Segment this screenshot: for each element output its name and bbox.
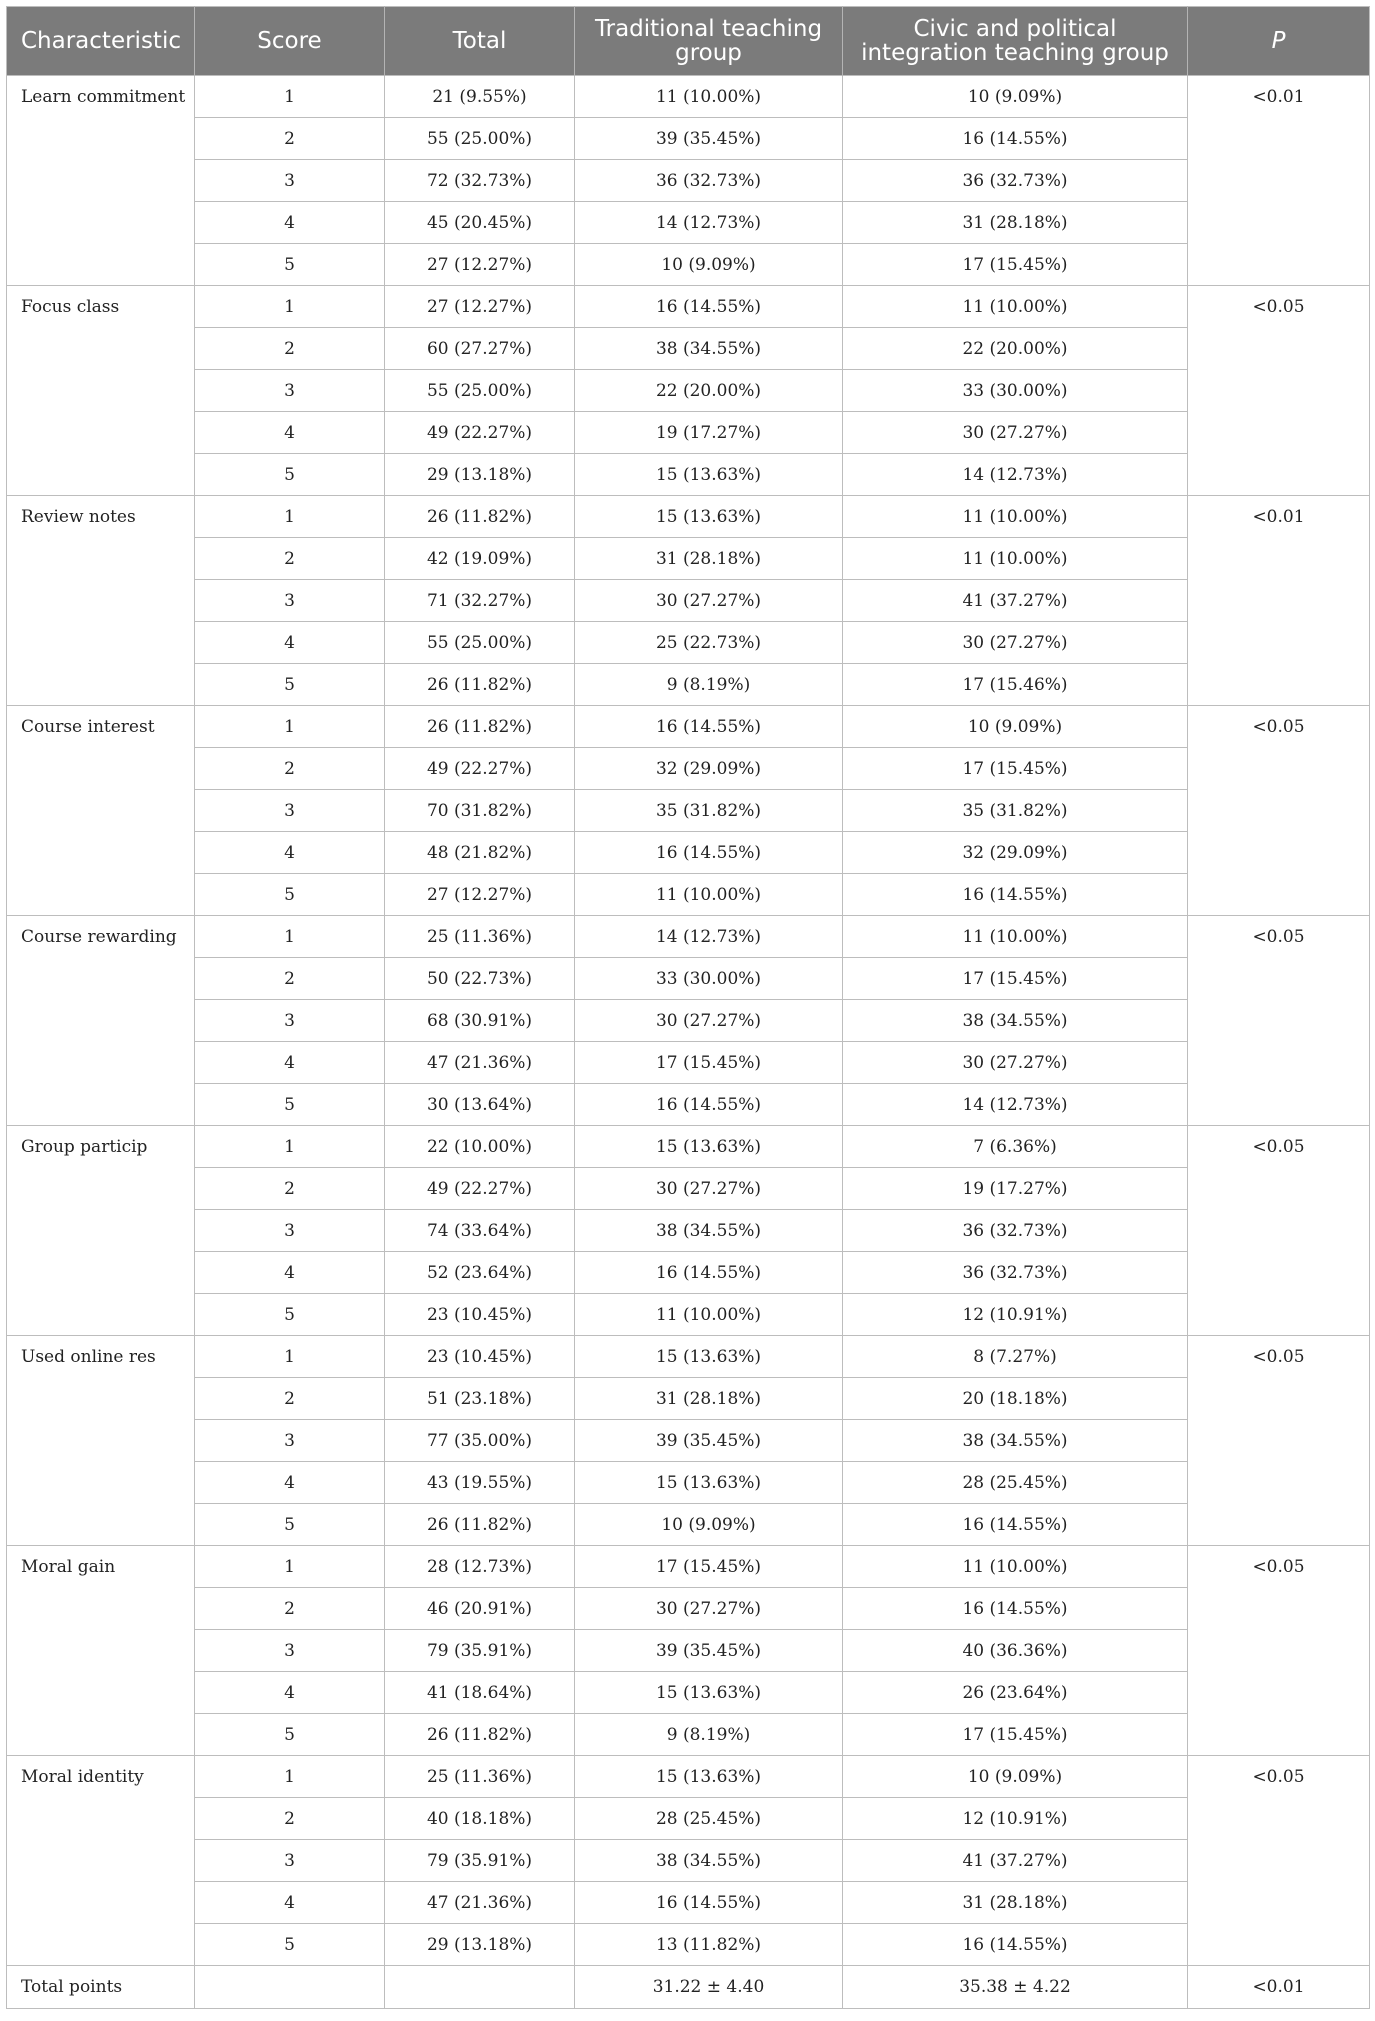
score-cell: 1 (195, 1546, 385, 1588)
total-cell: 45 (20.45%) (385, 202, 575, 244)
traditional-cell: 38 (34.55%) (575, 328, 843, 370)
table-row (7, 1084, 1370, 1126)
score-cell: 2 (195, 1588, 385, 1630)
total-points-label: Total points (7, 1966, 195, 2009)
traditional-cell: 19 (17.27%) (575, 412, 843, 454)
traditional-cell: 38 (34.55%) (575, 1210, 843, 1252)
score-cell: 1 (195, 286, 385, 328)
civic-cell: 8 (7.27%) (843, 1336, 1188, 1378)
total-cell: 29 (13.18%) (385, 1924, 575, 1966)
traditional-cell: 36 (32.73%) (575, 160, 843, 202)
characteristic-cell: Focus class (7, 286, 195, 496)
table-row (7, 1840, 1370, 1882)
score-cell: 3 (195, 1420, 385, 1462)
score-cell: 5 (195, 1294, 385, 1336)
header-characteristic: Characteristic (7, 7, 195, 76)
traditional-cell: 16 (14.55%) (575, 832, 843, 874)
civic-cell: 38 (34.55%) (843, 1420, 1188, 1462)
header-civic-group: Civic and political integration teaching group (843, 7, 1188, 76)
characteristic-cell: Course rewarding (7, 916, 195, 1126)
score-cell: 1 (195, 1336, 385, 1378)
traditional-cell: 15 (13.63%) (575, 496, 843, 538)
traditional-cell: 39 (35.45%) (575, 1630, 843, 1672)
header-score: Score (195, 7, 385, 76)
traditional-cell: 31 (28.18%) (575, 1378, 843, 1420)
total-cell: 26 (11.82%) (385, 1504, 575, 1546)
total-cell: 26 (11.82%) (385, 664, 575, 706)
results-table-container (6, 6, 1369, 2009)
traditional-cell: 11 (10.00%) (575, 76, 843, 118)
total-cell: 49 (22.27%) (385, 1168, 575, 1210)
table-row (7, 790, 1370, 832)
total-cell: 41 (18.64%) (385, 1672, 575, 1714)
civic-cell: 11 (10.00%) (843, 496, 1188, 538)
score-cell: 4 (195, 1252, 385, 1294)
civic-cell: 10 (9.09%) (843, 706, 1188, 748)
traditional-cell: 17 (15.45%) (575, 1546, 843, 1588)
score-cell: 5 (195, 1504, 385, 1546)
total-cell: 51 (23.18%) (385, 1378, 575, 1420)
table-row (7, 496, 1370, 538)
p-value-cell: <0.05 (1188, 1546, 1370, 1756)
civic-cell: 33 (30.00%) (843, 370, 1188, 412)
score-cell: 4 (195, 1672, 385, 1714)
total-cell: 79 (35.91%) (385, 1630, 575, 1672)
table-row (7, 1420, 1370, 1462)
traditional-cell: 22 (20.00%) (575, 370, 843, 412)
civic-cell: 20 (18.18%) (843, 1378, 1188, 1420)
characteristic-cell: Used online res (7, 1336, 195, 1546)
civic-cell: 7 (6.36%) (843, 1126, 1188, 1168)
total-points-traditional: 31.22 ± 4.40 (575, 1966, 843, 2009)
table-row (7, 118, 1370, 160)
traditional-cell: 16 (14.55%) (575, 286, 843, 328)
traditional-cell: 14 (12.73%) (575, 916, 843, 958)
table-row (7, 622, 1370, 664)
total-cell: 40 (18.18%) (385, 1798, 575, 1840)
table-row (7, 1462, 1370, 1504)
traditional-cell: 16 (14.55%) (575, 706, 843, 748)
score-cell: 2 (195, 1798, 385, 1840)
total-cell: 74 (33.64%) (385, 1210, 575, 1252)
score-cell: 4 (195, 202, 385, 244)
civic-cell: 19 (17.27%) (843, 1168, 1188, 1210)
table-row (7, 370, 1370, 412)
header-row (7, 7, 1370, 76)
civic-cell: 14 (12.73%) (843, 1084, 1188, 1126)
total-points-score (195, 1966, 385, 2009)
total-cell: 49 (22.27%) (385, 748, 575, 790)
characteristic-cell: Moral identity (7, 1756, 195, 1966)
total-cell: 50 (22.73%) (385, 958, 575, 1000)
header-traditional-group: Traditional teaching group (575, 7, 843, 76)
score-cell: 4 (195, 1462, 385, 1504)
civic-cell: 35 (31.82%) (843, 790, 1188, 832)
score-cell: 5 (195, 1714, 385, 1756)
civic-cell: 16 (14.55%) (843, 1924, 1188, 1966)
total-cell: 79 (35.91%) (385, 1840, 575, 1882)
characteristic-cell: Course interest (7, 706, 195, 916)
civic-cell: 10 (9.09%) (843, 1756, 1188, 1798)
civic-cell: 10 (9.09%) (843, 76, 1188, 118)
traditional-cell: 15 (13.63%) (575, 454, 843, 496)
table-row (7, 1630, 1370, 1672)
score-cell: 4 (195, 412, 385, 454)
traditional-cell: 11 (10.00%) (575, 1294, 843, 1336)
traditional-cell: 25 (22.73%) (575, 622, 843, 664)
score-cell: 5 (195, 454, 385, 496)
civic-cell: 16 (14.55%) (843, 874, 1188, 916)
table-row (7, 1798, 1370, 1840)
total-cell: 25 (11.36%) (385, 1756, 575, 1798)
civic-cell: 22 (20.00%) (843, 328, 1188, 370)
civic-cell: 17 (15.45%) (843, 748, 1188, 790)
p-value-cell: <0.05 (1188, 916, 1370, 1126)
table-row (7, 1336, 1370, 1378)
traditional-cell: 33 (30.00%) (575, 958, 843, 1000)
table-row (7, 1504, 1370, 1546)
score-cell: 3 (195, 1210, 385, 1252)
civic-cell: 11 (10.00%) (843, 538, 1188, 580)
table-row (7, 1882, 1370, 1924)
civic-cell: 40 (36.36%) (843, 1630, 1188, 1672)
traditional-cell: 39 (35.45%) (575, 1420, 843, 1462)
total-cell: 43 (19.55%) (385, 1462, 575, 1504)
total-cell: 55 (25.00%) (385, 118, 575, 160)
traditional-cell: 10 (9.09%) (575, 1504, 843, 1546)
score-cell: 3 (195, 790, 385, 832)
score-cell: 5 (195, 874, 385, 916)
table-row (7, 1042, 1370, 1084)
total-cell: 42 (19.09%) (385, 538, 575, 580)
score-cell: 1 (195, 916, 385, 958)
civic-cell: 30 (27.27%) (843, 1042, 1188, 1084)
table-row (7, 1378, 1370, 1420)
civic-cell: 41 (37.27%) (843, 1840, 1188, 1882)
score-cell: 1 (195, 1126, 385, 1168)
total-cell: 25 (11.36%) (385, 916, 575, 958)
characteristic-cell: Group particip (7, 1126, 195, 1336)
total-cell: 29 (13.18%) (385, 454, 575, 496)
table-row (7, 958, 1370, 1000)
total-cell: 23 (10.45%) (385, 1336, 575, 1378)
total-cell: 46 (20.91%) (385, 1588, 575, 1630)
score-cell: 5 (195, 244, 385, 286)
table-row (7, 1000, 1370, 1042)
score-cell: 3 (195, 580, 385, 622)
total-cell: 68 (30.91%) (385, 1000, 575, 1042)
civic-cell: 17 (15.45%) (843, 244, 1188, 286)
table-body (7, 76, 1370, 2009)
traditional-cell: 30 (27.27%) (575, 1000, 843, 1042)
civic-cell: 31 (28.18%) (843, 1882, 1188, 1924)
civic-cell: 11 (10.00%) (843, 286, 1188, 328)
civic-cell: 17 (15.46%) (843, 664, 1188, 706)
civic-cell: 31 (28.18%) (843, 202, 1188, 244)
civic-cell: 14 (12.73%) (843, 454, 1188, 496)
traditional-cell: 30 (27.27%) (575, 1588, 843, 1630)
traditional-cell: 11 (10.00%) (575, 874, 843, 916)
table-row (7, 412, 1370, 454)
header-p-value: P (1188, 7, 1370, 76)
civic-cell: 16 (14.55%) (843, 1588, 1188, 1630)
table-row (7, 1126, 1370, 1168)
traditional-cell: 14 (12.73%) (575, 202, 843, 244)
table-row (7, 1252, 1370, 1294)
total-cell: 55 (25.00%) (385, 622, 575, 664)
traditional-cell: 38 (34.55%) (575, 1840, 843, 1882)
total-cell: 77 (35.00%) (385, 1420, 575, 1462)
traditional-cell: 15 (13.63%) (575, 1126, 843, 1168)
total-cell: 49 (22.27%) (385, 412, 575, 454)
score-cell: 2 (195, 958, 385, 1000)
traditional-cell: 13 (11.82%) (575, 1924, 843, 1966)
score-cell: 5 (195, 1084, 385, 1126)
traditional-cell: 32 (29.09%) (575, 748, 843, 790)
table-row (7, 76, 1370, 118)
total-cell: 48 (21.82%) (385, 832, 575, 874)
total-cell: 47 (21.36%) (385, 1882, 575, 1924)
table-row (7, 1588, 1370, 1630)
header-total: Total (385, 7, 575, 76)
civic-cell: 11 (10.00%) (843, 916, 1188, 958)
score-cell: 4 (195, 1042, 385, 1084)
table-row (7, 244, 1370, 286)
civic-cell: 28 (25.45%) (843, 1462, 1188, 1504)
total-cell: 26 (11.82%) (385, 706, 575, 748)
total-cell: 52 (23.64%) (385, 1252, 575, 1294)
score-cell: 3 (195, 370, 385, 412)
total-cell: 27 (12.27%) (385, 244, 575, 286)
civic-cell: 26 (23.64%) (843, 1672, 1188, 1714)
table-row (7, 454, 1370, 496)
civic-cell: 16 (14.55%) (843, 1504, 1188, 1546)
characteristic-cell: Review notes (7, 496, 195, 706)
traditional-cell: 30 (27.27%) (575, 1168, 843, 1210)
score-cell: 2 (195, 1378, 385, 1420)
traditional-cell: 31 (28.18%) (575, 538, 843, 580)
table-row (7, 706, 1370, 748)
civic-cell: 36 (32.73%) (843, 1252, 1188, 1294)
table-row (7, 286, 1370, 328)
table-header (7, 7, 1370, 76)
score-cell: 2 (195, 1168, 385, 1210)
table-row (7, 832, 1370, 874)
p-value-cell: <0.05 (1188, 286, 1370, 496)
traditional-cell: 15 (13.63%) (575, 1336, 843, 1378)
traditional-cell: 16 (14.55%) (575, 1252, 843, 1294)
traditional-cell: 30 (27.27%) (575, 580, 843, 622)
p-value-cell: <0.05 (1188, 1126, 1370, 1336)
civic-cell: 36 (32.73%) (843, 160, 1188, 202)
table-row (7, 1756, 1370, 1798)
score-cell: 1 (195, 76, 385, 118)
traditional-cell: 10 (9.09%) (575, 244, 843, 286)
p-value-cell: <0.01 (1188, 496, 1370, 706)
total-cell: 27 (12.27%) (385, 874, 575, 916)
table-row (7, 748, 1370, 790)
score-cell: 1 (195, 496, 385, 538)
score-cell: 2 (195, 328, 385, 370)
table-row (7, 1168, 1370, 1210)
total-cell: 71 (32.27%) (385, 580, 575, 622)
table-row (7, 1546, 1370, 1588)
civic-cell: 36 (32.73%) (843, 1210, 1188, 1252)
score-cell: 3 (195, 1630, 385, 1672)
characteristic-cell: Moral gain (7, 1546, 195, 1756)
total-cell: 55 (25.00%) (385, 370, 575, 412)
score-cell: 5 (195, 1924, 385, 1966)
traditional-cell: 17 (15.45%) (575, 1042, 843, 1084)
table-row (7, 1714, 1370, 1756)
table-row (7, 538, 1370, 580)
civic-cell: 12 (10.91%) (843, 1798, 1188, 1840)
civic-cell: 11 (10.00%) (843, 1546, 1188, 1588)
civic-cell: 17 (15.45%) (843, 1714, 1188, 1756)
characteristic-cell: Learn commitment (7, 76, 195, 286)
table-row (7, 1672, 1370, 1714)
civic-cell: 16 (14.55%) (843, 118, 1188, 160)
p-value-cell: <0.01 (1188, 76, 1370, 286)
civic-cell: 38 (34.55%) (843, 1000, 1188, 1042)
total-cell: 21 (9.55%) (385, 76, 575, 118)
table-row (7, 664, 1370, 706)
results-table (6, 6, 1370, 2009)
table-row (7, 160, 1370, 202)
traditional-cell: 15 (13.63%) (575, 1672, 843, 1714)
civic-cell: 30 (27.27%) (843, 622, 1188, 664)
score-cell: 2 (195, 118, 385, 160)
table-row (7, 202, 1370, 244)
total-cell: 26 (11.82%) (385, 1714, 575, 1756)
total-points-civic: 35.38 ± 4.22 (843, 1966, 1188, 2009)
total-cell: 23 (10.45%) (385, 1294, 575, 1336)
total-cell: 70 (31.82%) (385, 790, 575, 832)
traditional-cell: 35 (31.82%) (575, 790, 843, 832)
traditional-cell: 9 (8.19%) (575, 664, 843, 706)
traditional-cell: 15 (13.63%) (575, 1756, 843, 1798)
score-cell: 4 (195, 832, 385, 874)
total-cell: 60 (27.27%) (385, 328, 575, 370)
table-row (7, 580, 1370, 622)
score-cell: 3 (195, 1000, 385, 1042)
traditional-cell: 9 (8.19%) (575, 1714, 843, 1756)
score-cell: 5 (195, 664, 385, 706)
total-cell: 47 (21.36%) (385, 1042, 575, 1084)
table-row (7, 874, 1370, 916)
score-cell: 2 (195, 748, 385, 790)
table-row (7, 1210, 1370, 1252)
total-cell: 28 (12.73%) (385, 1546, 575, 1588)
total-cell: 22 (10.00%) (385, 1126, 575, 1168)
total-cell: 30 (13.64%) (385, 1084, 575, 1126)
total-points-row (7, 1966, 1370, 2009)
table-row (7, 328, 1370, 370)
traditional-cell: 15 (13.63%) (575, 1462, 843, 1504)
p-value-cell: <0.05 (1188, 706, 1370, 916)
total-points-p-value: <0.01 (1188, 1966, 1370, 2009)
score-cell: 1 (195, 1756, 385, 1798)
score-cell: 4 (195, 622, 385, 664)
score-cell: 3 (195, 1840, 385, 1882)
traditional-cell: 39 (35.45%) (575, 118, 843, 160)
table-row (7, 916, 1370, 958)
score-cell: 4 (195, 1882, 385, 1924)
total-points-total (385, 1966, 575, 2009)
p-value-cell: <0.05 (1188, 1756, 1370, 1966)
civic-cell: 17 (15.45%) (843, 958, 1188, 1000)
p-value-cell: <0.05 (1188, 1336, 1370, 1546)
table-row (7, 1924, 1370, 1966)
score-cell: 1 (195, 706, 385, 748)
civic-cell: 30 (27.27%) (843, 412, 1188, 454)
score-cell: 2 (195, 538, 385, 580)
table-row (7, 1294, 1370, 1336)
total-cell: 27 (12.27%) (385, 286, 575, 328)
traditional-cell: 16 (14.55%) (575, 1084, 843, 1126)
civic-cell: 32 (29.09%) (843, 832, 1188, 874)
traditional-cell: 28 (25.45%) (575, 1798, 843, 1840)
total-cell: 26 (11.82%) (385, 496, 575, 538)
traditional-cell: 16 (14.55%) (575, 1882, 843, 1924)
civic-cell: 41 (37.27%) (843, 580, 1188, 622)
score-cell: 3 (195, 160, 385, 202)
total-cell: 72 (32.73%) (385, 160, 575, 202)
civic-cell: 12 (10.91%) (843, 1294, 1188, 1336)
